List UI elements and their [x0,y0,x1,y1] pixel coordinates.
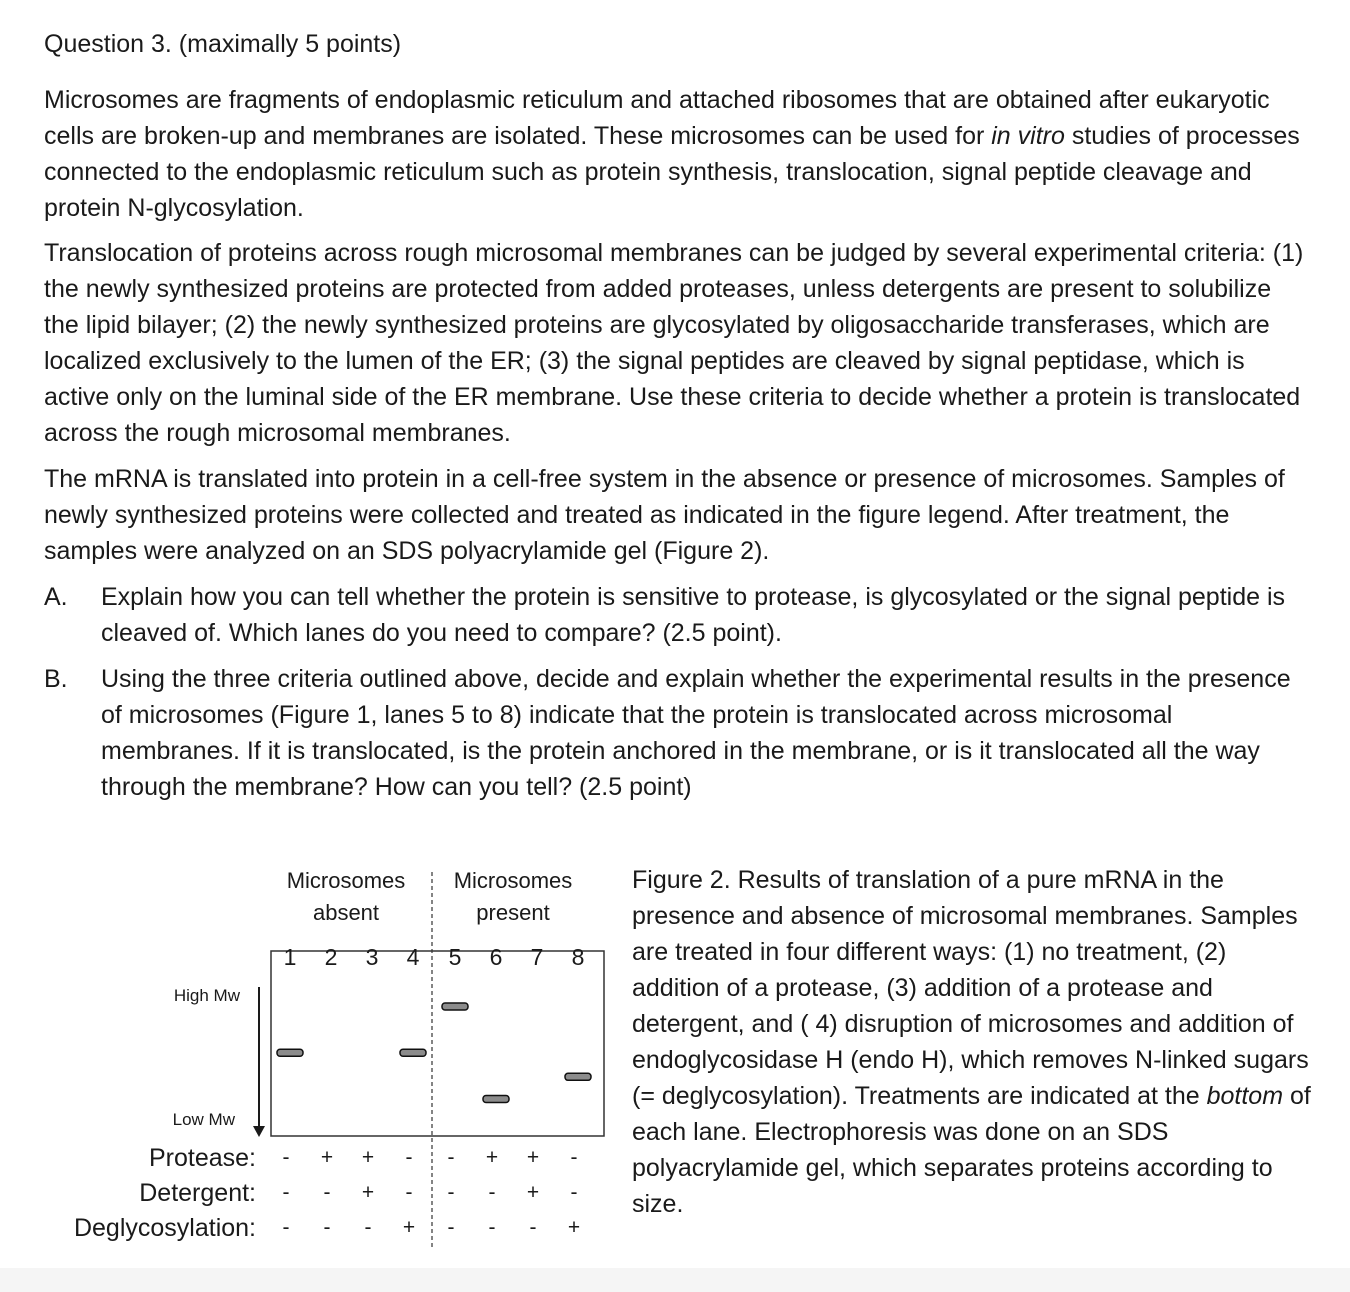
lane-number-6: 6 [489,944,503,970]
group-present-line1: Microsomes [453,868,573,893]
method-paragraph: The mRNA is translated into protein in a cell-free system in the absence or presence of microsomes. Samples of newly synthesized proteins were collected and treated as indicated in the figure legend. After treatment, the samples were analyzed on an SDS polyacrylamide gel (Figure 2). [44,465,1285,565]
treatment-mark-r1-lane1: - [282,1146,290,1169]
band-lane-5 [442,1003,468,1010]
treatment-mark-r3-lane5: - [447,1216,455,1239]
intro-paragraph [44,82,1304,226]
gel-figure [0,840,620,1260]
band-lane-8 [565,1073,591,1080]
question-title: Question 3. (maximally 5 points) [44,30,402,58]
caption-text-a: Figure 2. Results of translation of a pure mRNA in the presence and absence of microsomal membranes. Samples are treated in four different ways: (1) no treatment, (2) addition of a protease, (3) addition of a protease and detergent, and ( 4) disruption of microsomes and addition of endoglycosidase H (endo H), which removes N-linked sugars (= deglycosylation). Treatments are indicated at the [632,866,1309,1110]
bands [277,1003,591,1103]
group-absent-line2: absent [312,900,380,925]
treatment-mark-r1-lane6: + [485,1146,499,1169]
part-b-text: Using the three criteria outlined above, decide and explain whether the experimental results in the presence of microsomes (Figure 1, lanes 5 to 8) indicate that the protein is translocated across microsomal membranes. If it is translocated, is the protein anchored in the membrane, or is it translocated all the way through the membrane? How can you tell? (2.5 point) [101,665,1291,801]
part-a-label: A. [44,583,68,611]
treatment-label-2: Detergent: [139,1179,256,1207]
treatment-mark-r2-lane5: - [447,1181,455,1204]
treatment-mark-r2-lane2: - [323,1181,331,1204]
mw-arrow-head-icon [253,1126,265,1137]
band-lane-4 [400,1049,426,1056]
criteria-paragraph: Translocation of proteins across rough microsomal membranes can be judged by several experimental criteria: (1) the newly synthesized proteins are protected from added proteases, unless detergents are present to solubilize the lipid bilayer; (2) the newly synthesized proteins are glycosylated by oligosaccharide transferases, which are localized exclusively to the lumen of the ER; (3) the signal peptides are cleaved by signal peptidase, which is active only on the luminal side of the ER membrane. Use these criteria to decide whether a protein is translocated across the rough microsomal membranes. [44,239,1304,447]
lane-number-7: 7 [530,944,544,970]
treatment-mark-r2-lane6: - [488,1181,496,1204]
group-present-line2: present [476,900,550,925]
group-absent-line1: Microsomes [286,868,406,893]
lane-number-3: 3 [365,944,379,970]
caption-text-b: of each lane. Electrophoresis was done on an SDS polyacrylamide gel, which separates proteins according to size. [632,1082,1311,1218]
intro-italic: in vitro [991,122,1065,150]
band-lane-6 [483,1096,509,1103]
treatment-mark-r1-lane3: + [361,1146,375,1169]
treatment-mark-r1-lane5: - [447,1146,455,1169]
band-lane-1 [277,1049,303,1056]
high-mw-label: High Mw [173,986,240,1005]
treatment-mark-r1-lane7: + [526,1146,540,1169]
intro-text-a: are fragments of endoplasmic reticulum and attached ribosomes that are obtained after eukaryotic cells are broken-up and membranes are isolated. These microsomes can be used for [44,86,1270,150]
treatment-mark-r3-lane3: - [364,1216,372,1239]
treatment-mark-r3-lane6: - [488,1216,496,1239]
treatment-mark-r3-lane2: - [323,1216,331,1239]
treatment-mark-r2-lane1: - [282,1181,290,1204]
treatment-label-1: Protease: [148,1144,256,1172]
low-mw-label: Low Mw [172,1110,235,1129]
lane-number-4: 4 [406,944,420,970]
treatment-mark-r1-lane4: - [405,1146,413,1169]
treatment-mark-r2-lane7: + [526,1181,540,1204]
treatment-mark-r2-lane4: - [405,1181,413,1204]
treatment-mark-r1-lane8: - [570,1146,578,1169]
gel-box [271,951,604,1136]
treatment-table [74,1144,580,1242]
lane-number-1: 1 [283,944,297,970]
treatment-mark-r1-lane2: + [320,1146,334,1169]
caption-italic: bottom [1206,1082,1284,1110]
term-microsomes: Microsomes [44,86,179,114]
intro-text-b: studies of processes connected to the endoplasmic reticulum such as protein synthesis, translocation, signal peptide cleavage and protein N-glycosylation. [44,122,1300,222]
figure-caption [632,862,1312,1222]
lane-numbers [284,944,585,970]
part-a-text: Explain how you can tell whether the protein is sensitive to protease, is glycosylated or the signal peptide is cleaved of. Which lanes do you need to compare? (2.5 point). [101,583,1285,647]
treatment-mark-r2-lane8: - [570,1181,578,1204]
treatment-mark-r3-lane4: + [402,1216,416,1239]
treatment-mark-r3-lane1: - [282,1216,290,1239]
page-bottom-strip [0,1268,1350,1292]
treatment-label-3: Deglycosylation: [73,1214,256,1242]
treatment-mark-r3-lane7: - [529,1216,537,1239]
lane-number-2: 2 [324,944,338,970]
treatment-mark-r3-lane8: + [567,1216,581,1239]
lane-number-8: 8 [571,944,585,970]
lane-number-5: 5 [448,944,462,970]
part-b-label: B. [44,665,68,693]
treatment-mark-r2-lane3: + [361,1181,375,1204]
